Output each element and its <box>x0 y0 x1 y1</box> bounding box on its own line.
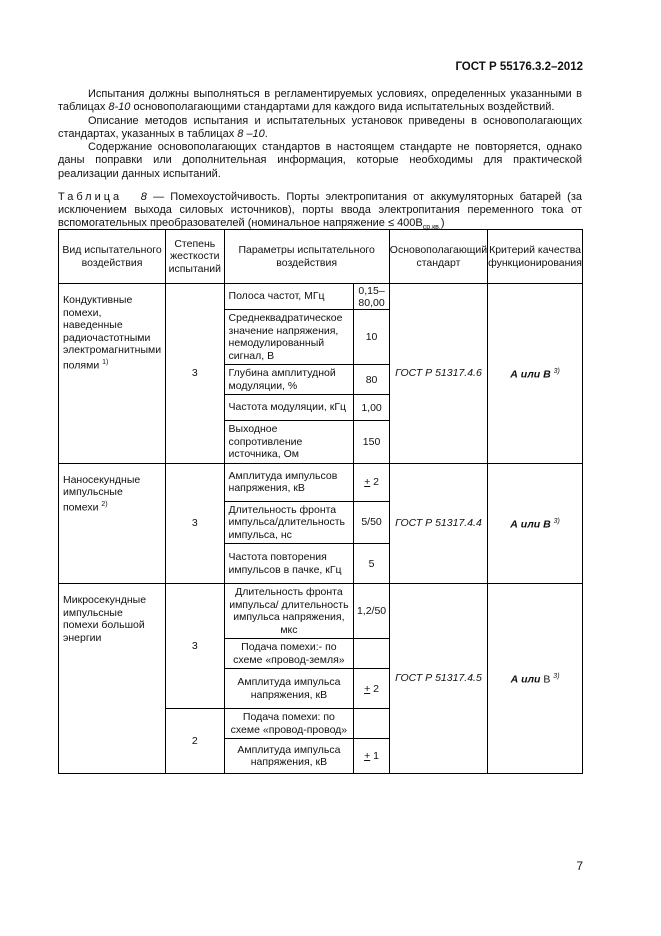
type-text: Наносекундные импульсные помехи <box>63 473 141 513</box>
value-cell <box>354 639 390 669</box>
table-row <box>59 584 583 639</box>
header-standard: Основополагающий стандарт <box>389 230 487 284</box>
value-cell: 150 <box>354 421 390 464</box>
value-cell <box>354 709 390 739</box>
criterion-a: А <box>510 673 519 686</box>
header-params: Параметры испытательного воздействия <box>224 230 389 284</box>
criterion-or: или <box>518 673 544 686</box>
paragraph-2 <box>58 115 582 142</box>
criterion-a: А <box>510 368 518 381</box>
value-cell: 1,00 <box>354 395 390 421</box>
param-cell: Подача помехи:- по схеме «провод-земля» <box>224 639 354 669</box>
standard-cell: ГОСТ Р 51317.4.4 <box>389 463 487 584</box>
footnote-ref: 2) <box>101 500 108 508</box>
criterion-cell <box>488 284 583 464</box>
param-cell: Частота повторения импульсов в пачке, кГц <box>224 544 354 584</box>
value-cell <box>354 669 390 709</box>
immunity-table <box>58 229 583 774</box>
param-cell: Длительность фронта импульса/длительность импульса, нс <box>224 501 354 544</box>
table-row <box>59 284 583 310</box>
table-caption-label: Таблица <box>58 191 123 203</box>
paragraph-1-table-ref: 8-10 <box>108 101 131 114</box>
param-cell: Глубина амплитудной модуляции, % <box>224 365 354 395</box>
param-cell: Подача помехи: по схеме «провод-провод» <box>224 709 354 739</box>
paragraph-1-text-a: Испытания должны выполняться в регламентируемых условиях, определенных указанными в таблицах <box>58 88 582 114</box>
degree-cell: 3 <box>166 284 224 464</box>
value-text: 2 <box>370 476 379 488</box>
table-caption-text: — Помехоустойчивость. Порты электропитания от аккумуляторных батарей (за исключением выхода силовых источников), порты ввода электропитания переменного тока от вспомогательных преобразователей (номинальное напряжение ≤ 400В <box>58 191 582 230</box>
footnote-ref: 1) <box>102 358 109 366</box>
footnote-ref: 3) <box>553 673 560 681</box>
type-cell-microsecond: Микросекундные импульсные помехи большой энергии <box>59 584 166 774</box>
standard-cell: ГОСТ Р 51317.4.6 <box>389 284 487 464</box>
criterion-b: В <box>543 518 551 531</box>
table-header-row <box>59 230 583 284</box>
paragraph-1 <box>58 88 582 115</box>
value-cell: 5 <box>354 544 390 584</box>
type-cell-conducted <box>59 284 166 464</box>
paragraph-2-text-a: Описание методов испытания и испытательных установок приведены в основополагающих стандартах, указанных в таблицах <box>58 115 582 141</box>
degree-cell: 2 <box>166 709 224 774</box>
header-type: Вид испытательного воздействия <box>59 230 166 284</box>
paragraph-1-text-c: основополагающими стандартами для каждого вида испытательных воздействий. <box>130 101 555 114</box>
table-caption-subscript: ср.кв. <box>422 224 441 232</box>
page-number: 7 <box>576 859 583 873</box>
value-cell <box>354 739 390 774</box>
value-text: 1 <box>370 750 379 762</box>
plus-minus-sign: + <box>364 682 371 695</box>
header-criterion: Критерий качества функционирования <box>488 230 583 284</box>
plus-minus-sign: + <box>364 476 371 488</box>
value-cell <box>354 463 390 501</box>
value-cell: 80 <box>354 365 390 395</box>
standard-cell: ГОСТ Р 51317.4.5 <box>389 584 487 774</box>
value-cell: 5/50 <box>354 501 390 544</box>
value-cell: 10 <box>354 310 390 365</box>
param-cell: Среднеквадратическое значение напряжения, немодулированный сигнал, В <box>224 310 354 365</box>
param-cell: Длительность фронта импульса/ длительность импульса напряжения, мкс <box>224 584 354 639</box>
paragraph-2-table-ref: 8 –10 <box>237 128 265 141</box>
criterion-cell <box>488 463 583 584</box>
param-cell: Выходное сопротивление источника, Ом <box>224 421 354 464</box>
table-caption-number: 8 <box>140 191 147 203</box>
type-cell-nanosecond <box>59 463 166 584</box>
footnote-ref: 3) <box>553 518 560 525</box>
paragraph-2-text-c: . <box>264 128 268 141</box>
header-degree: Степень жесткости испытаний <box>166 230 224 284</box>
param-cell: Амплитуда импульсов напряжения, кВ <box>224 463 354 501</box>
table-row <box>59 463 583 501</box>
degree-cell: 3 <box>166 463 224 584</box>
param-cell: Полоса частот, МГц <box>224 284 354 310</box>
footnote-ref: 3) <box>553 368 560 375</box>
paragraph-3: Содержание основополагающих стандартов в настоящем стандарте не повторяется, однако даны поправки или дополнительная информация, которые необходимы для практической реализации данных испытаний. <box>58 141 582 180</box>
type-text: Кондуктивные помехи, наведенные радиочастотными электромагнитными полями <box>63 294 162 371</box>
document-code: ГОСТ Р 55176.3.2–2012 <box>455 61 583 73</box>
criterion-b: В <box>543 368 551 381</box>
param-cell: Частота модуляции, кГц <box>224 395 354 421</box>
value-cell: 0,15–80,00 <box>354 284 390 310</box>
value-cell: 1,2/50 <box>354 584 390 639</box>
param-cell: Амплитуда импульса напряжения, кВ <box>224 739 354 774</box>
criterion-cell <box>488 584 583 774</box>
criterion-b: В <box>543 673 551 686</box>
criterion-or: или <box>517 368 544 381</box>
degree-cell: 3 <box>166 584 224 709</box>
criterion-or: или <box>517 518 544 531</box>
plus-minus-sign: + <box>364 750 371 762</box>
table-caption-end: ) <box>440 217 445 230</box>
value-text: 2 <box>370 682 379 695</box>
criterion-a: А <box>510 518 518 531</box>
param-cell: Амплитуда импульса напряжения, кВ <box>224 669 354 709</box>
